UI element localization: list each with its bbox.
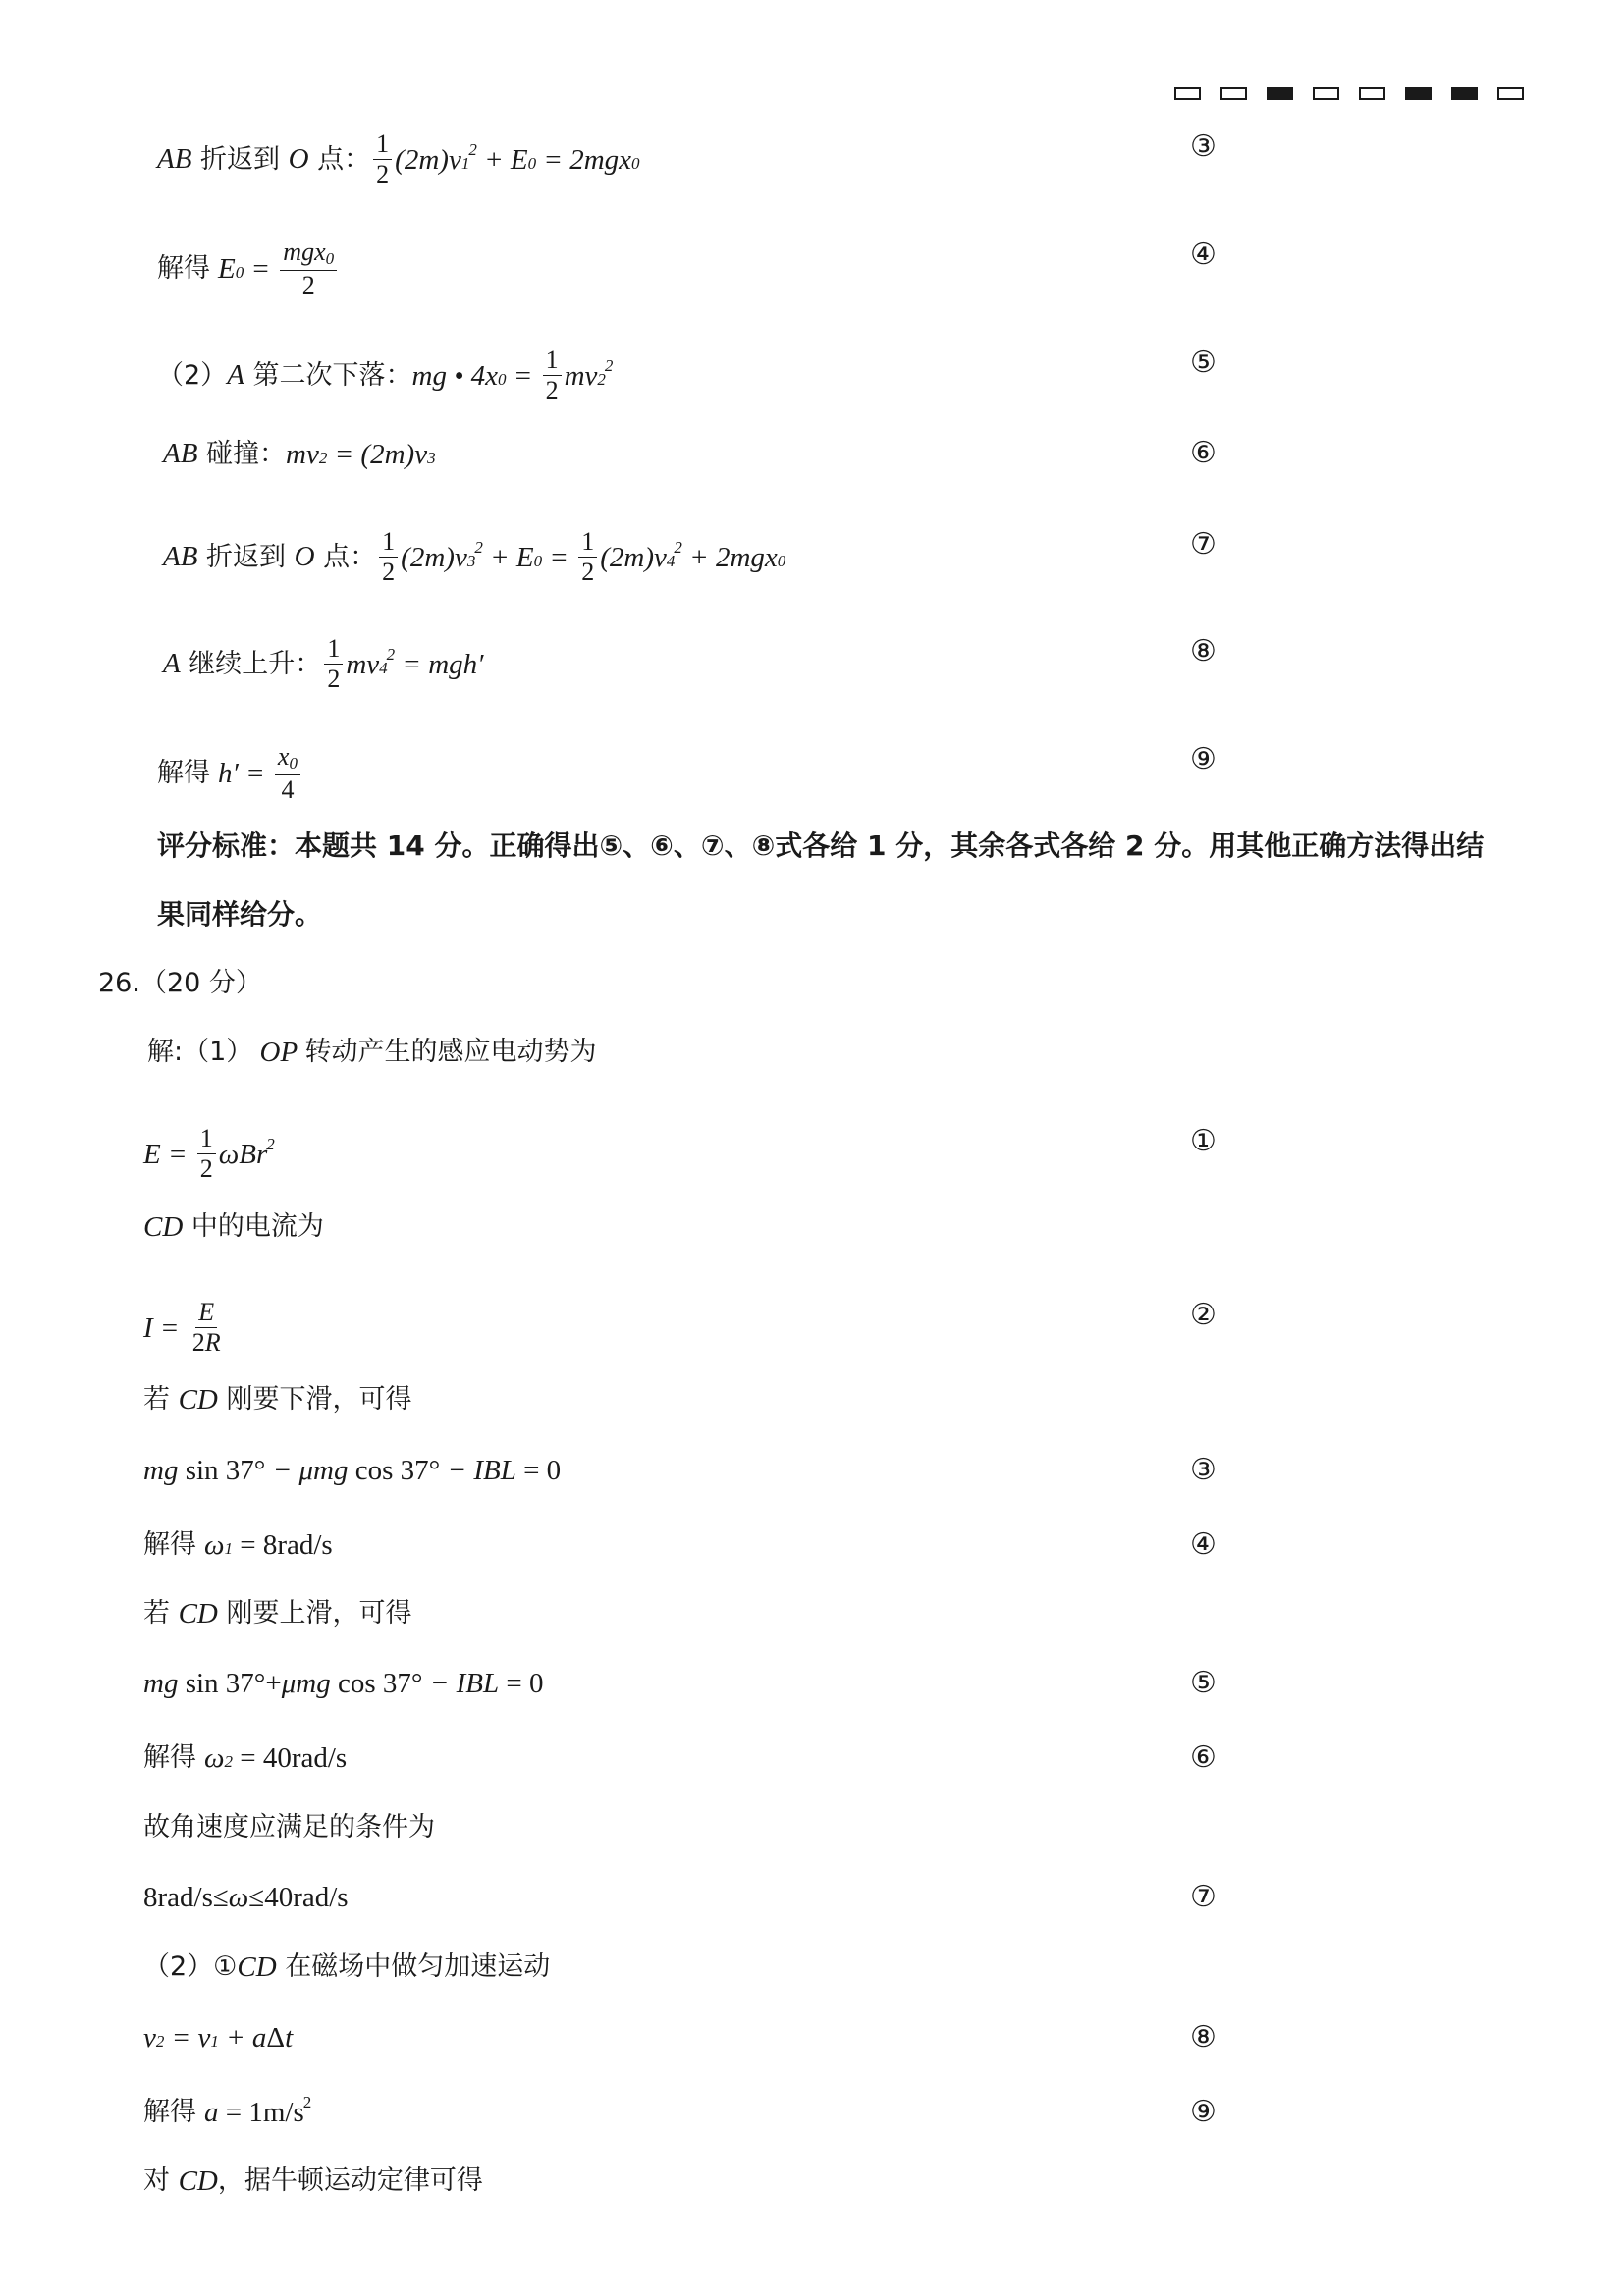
scoring-note-line-2: 果同样给分。: [157, 898, 323, 931]
question-title: 26.（20 分）: [98, 968, 262, 998]
q26-eq-5: mg sin 37°+ μmg cos 37° − IBL = 0: [143, 1668, 544, 1699]
equation-line-4: 解得 E $_0$ = $\frac{mgx_0}{2}$: [157, 238, 340, 300]
q26-eq-8: v $_2$ = v $_1$ + a Δ t: [143, 2022, 294, 2054]
equation: $\frac{1}{2}$ (2 m ) v $_1$ $^2$ + E $_0$ = 2 mgx $_0$: [370, 130, 639, 189]
equation-number: ③: [1190, 130, 1217, 164]
marker-box: [1220, 87, 1247, 100]
solution-intro: 解:（1） OP 转动产生的感应电动势为: [147, 1037, 597, 1068]
equation-number: ①: [1190, 1124, 1217, 1158]
marker-box-filled: [1451, 87, 1478, 100]
equation-number: ⑥: [1190, 1740, 1217, 1775]
equation-number: ⑥: [1190, 436, 1217, 470]
equation-line-5: （2）A 第二次下落： mg • 4 x $_0$ = $\frac{1}{2}$ mv $_2$ $^2$: [157, 346, 614, 404]
equation-number: ⑦: [1190, 1880, 1217, 1914]
equation-number: ⑤: [1190, 1666, 1217, 1700]
q26-eq-2: I = $\frac{E}{2R}$: [143, 1298, 221, 1357]
q26-text: 对 CD ，据牛顿运动定律可得: [143, 2165, 483, 2197]
equation-number: ④: [1190, 238, 1217, 272]
marker-box: [1174, 87, 1201, 100]
q26-text: CD 中的电流为: [143, 1211, 324, 1243]
q26-text: 若 CD 刚要下滑，可得: [143, 1384, 412, 1415]
q26-eq-7: 8rad/s≤ ω ≤40rad/s: [143, 1882, 349, 1913]
q26-eq-4: 解得 ω $_1$ = 8rad/s: [143, 1529, 333, 1561]
scoring-note-line-1: 评分标准：本题共 14 分。正确得出⑤、⑥、⑦、⑧式各给 1 分，其余各式各给 2 分。用其他正确方法得出结: [157, 829, 1485, 862]
equation-line-9: 解得 h ′ = $\frac{x_0}{4}$: [157, 742, 303, 805]
q26-eq-6: 解得 ω $_2$ = 40rad/s: [143, 1742, 348, 1774]
equation-line-8: A 继续上升： $\frac{1}{2}$ mv $_4$ $^2$ = mgh ′: [163, 634, 484, 693]
equation-line-7: AB 折返到 O 点： $\frac{1}{2}$ (2 m ) v $_3$ $^2$ + E $_0$ = $\frac{1}{2}$ (2 m ) v $_4$ $^2$ + 2 mgx $_0$: [163, 527, 786, 586]
equation-line-6: AB 碰撞： mv $_2$ = (2 m ) v $_3$: [163, 438, 436, 470]
equation-number: ③: [1190, 1453, 1217, 1487]
equation-number: ⑧: [1190, 634, 1217, 668]
q26-text: 若 CD 刚要上滑，可得: [143, 1598, 412, 1629]
q26-eq-3: mg sin 37° − μmg cos 37° − IBL = 0: [143, 1455, 562, 1486]
equation-number: ②: [1190, 1298, 1217, 1332]
page-marker-boxes: [1174, 87, 1524, 100]
equation-number: ⑧: [1190, 2020, 1217, 2055]
marker-box: [1359, 87, 1385, 100]
equation-number: ⑦: [1190, 527, 1217, 561]
equation-number: ⑨: [1190, 742, 1217, 776]
equation-number: ⑨: [1190, 2095, 1217, 2129]
marker-box-filled: [1267, 87, 1293, 100]
marker-box: [1497, 87, 1524, 100]
equation-number: ④: [1190, 1527, 1217, 1562]
marker-box-filled: [1405, 87, 1432, 100]
q26-text: （2）① CD 在磁场中做匀加速运动: [143, 1951, 551, 1983]
equation-number: ⑤: [1190, 346, 1217, 380]
q26-eq-9: 解得 a = 1m/s $^2$: [143, 2093, 312, 2128]
equation-line-3: AB 折返到 O 点： $\frac{1}{2}$ (2 m ) v $_1$ $^2$ + E $_0$ = 2 mgx $_0$: [157, 130, 640, 188]
q26-text: 故角速度应满足的条件为: [143, 1812, 435, 1842]
q26-eq-1: E = $\frac{1}{2}$ ωBr $^2$: [143, 1124, 275, 1183]
marker-box: [1313, 87, 1339, 100]
